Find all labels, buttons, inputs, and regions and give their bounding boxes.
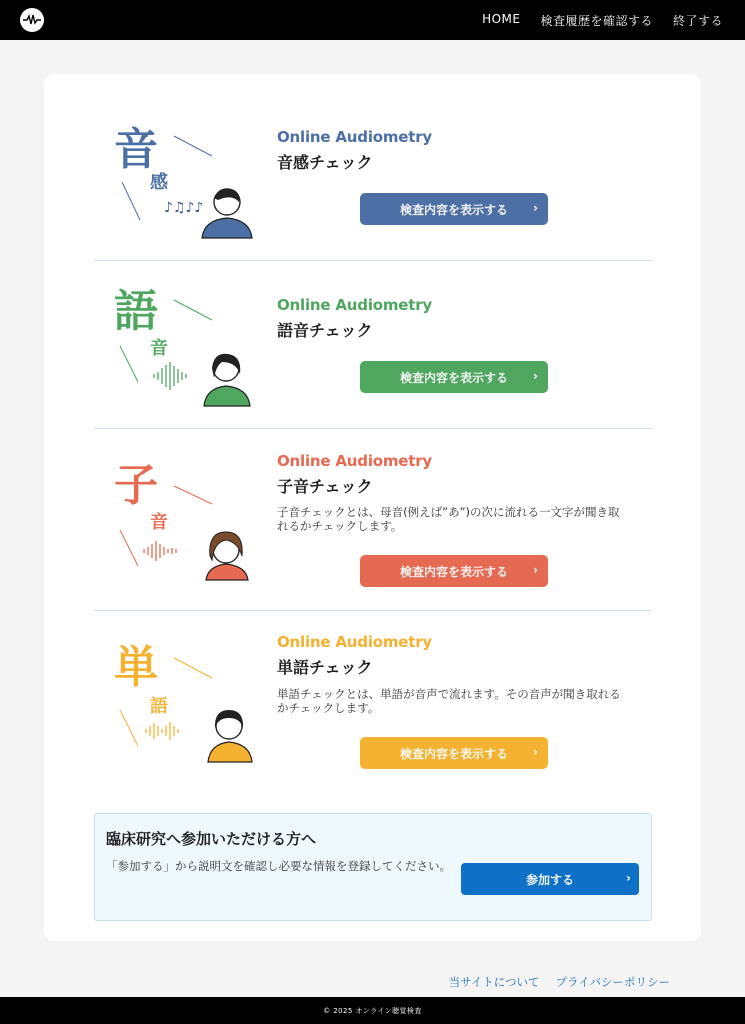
- pitch-check-illustration: [114, 114, 254, 239]
- clinical-research-title: 臨床研究へ参加いただける方へ: [106, 830, 317, 848]
- button-label: 参加する: [525, 872, 574, 887]
- chevron-right-icon: ›: [533, 369, 538, 383]
- section-title: 単語チェック: [277, 658, 373, 677]
- speech-check-button[interactable]: [360, 361, 548, 393]
- section-divider: [94, 260, 652, 261]
- copyright-text: © 2025 オンライン聴覚検査: [323, 1006, 422, 1015]
- chevron-right-icon: ›: [533, 201, 538, 215]
- small-char: 音: [150, 338, 168, 359]
- big-char: 音: [114, 124, 158, 175]
- small-char: 感: [150, 172, 168, 193]
- logo-icon[interactable]: [20, 8, 44, 32]
- small-char: 語: [150, 696, 168, 717]
- section-subtitle: Online Audiometry: [277, 633, 433, 651]
- section-subtitle: Online Audiometry: [277, 128, 433, 146]
- button-label: 検査内容を表示する: [399, 370, 508, 385]
- footer-links: [449, 974, 670, 990]
- pitch-check-button[interactable]: [360, 193, 548, 225]
- chevron-right-icon: ›: [533, 745, 538, 759]
- section-subtitle: Online Audiometry: [277, 296, 433, 314]
- section-title: 語音チェック: [277, 321, 373, 340]
- nav-home[interactable]: HOME: [482, 11, 521, 26]
- clinical-research-box: [94, 813, 652, 921]
- svg-text:♪♫♪♪: ♪♫♪♪: [164, 200, 204, 216]
- copyright-bar: [0, 997, 745, 1024]
- consonant-check-button[interactable]: [360, 555, 548, 587]
- nav-history[interactable]: 検査履歴を確認する: [540, 13, 653, 28]
- speech-check-illustration: [114, 282, 254, 407]
- big-char: 単: [114, 642, 158, 693]
- big-char: 語: [114, 286, 158, 337]
- button-label: 検査内容を表示する: [399, 202, 508, 217]
- button-label: 検査内容を表示する: [399, 746, 508, 761]
- top-bar: [0, 0, 745, 40]
- join-button[interactable]: [461, 863, 639, 895]
- chevron-right-icon: ›: [626, 871, 631, 885]
- clinical-research-text: 「参加する」から説明文を確認し必要な情報を登録してください。: [106, 859, 451, 873]
- section-description: 単語チェックとは、単語が音声で流れます。その音声が聞き取れるかチェックします。: [277, 687, 621, 715]
- word-check-illustration: [114, 638, 254, 763]
- section-divider: [94, 610, 652, 611]
- main-card: [44, 74, 701, 941]
- word-check-button[interactable]: [360, 737, 548, 769]
- section-divider: [94, 428, 652, 429]
- consonant-check-illustration: [114, 456, 254, 581]
- section-description: 子音チェックとは、母音(例えば”あ”)の次に流れる一文字が聞き取れるかチェックします。: [277, 505, 620, 533]
- section-subtitle: Online Audiometry: [277, 452, 433, 470]
- about-link[interactable]: 当サイトについて: [448, 975, 540, 989]
- section-title: 子音チェック: [277, 477, 373, 496]
- privacy-policy-link[interactable]: プライバシーポリシー: [555, 975, 670, 989]
- main-nav: [482, 12, 723, 29]
- section-title: 音感チェック: [277, 153, 373, 172]
- button-label: 検査内容を表示する: [399, 564, 508, 579]
- chevron-right-icon: ›: [533, 563, 538, 577]
- nav-exit[interactable]: 終了する: [672, 13, 723, 28]
- big-char: 子: [114, 460, 158, 511]
- small-char: 音: [150, 512, 168, 533]
